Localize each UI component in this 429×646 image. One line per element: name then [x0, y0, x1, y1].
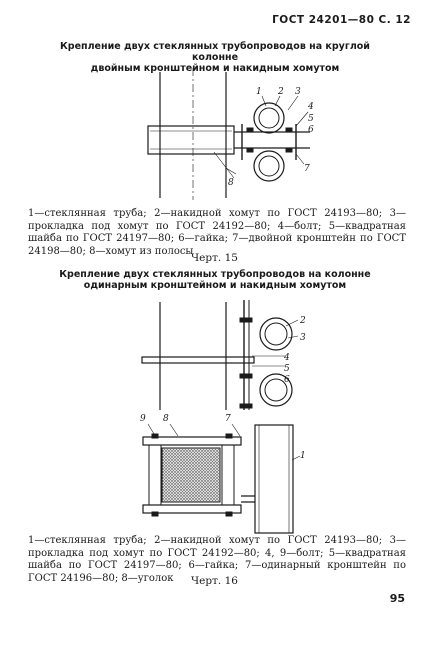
fig16-label-2: 2	[300, 316, 306, 326]
fig16-label-1: 1	[300, 451, 306, 461]
section2-title-line1: Крепление двух стеклянных трубопроводов на колонне	[59, 269, 371, 280]
section2-legend: 1—стеклянная труба; 2—накидной хомут по ГОСТ 24193—80; 3—прокладка под хомут по ГОСТ 24192—80; 4, 9—болт; 5—квадратная шайба по ГОСТ 24197—80; 6—гайка; 7—одинарный кронштейн по ГОСТ 24196—80; 8—уголок	[28, 535, 406, 584]
figure-16-bottom-drawing	[143, 424, 300, 533]
fig16-label-5: 5	[284, 364, 290, 374]
section2-title-line2: одинарным кронштейном и накидным хомутом	[83, 280, 347, 291]
fig15-label-4: 4	[308, 102, 314, 112]
section2-caption: Черт. 16	[191, 575, 238, 587]
fig16-label-3: 3	[300, 333, 306, 343]
document-header: ГОСТ 24201—80 С. 12	[272, 14, 411, 26]
fig16-label-9: 9	[140, 414, 146, 424]
fig16-label-6: 6	[284, 375, 290, 385]
section1-caption: Черт. 15	[191, 252, 238, 264]
fig15-label-3: 3	[295, 87, 301, 97]
section2-title	[40, 269, 390, 291]
figure-16-top-drawing	[142, 300, 298, 410]
fig15-label-2: 2	[278, 87, 284, 97]
fig16-label-4: 4	[284, 353, 290, 363]
page-number: 95	[389, 592, 405, 605]
section1-title-line2: двойным кронштейном и накидным хомутом	[90, 63, 340, 74]
fig15-label-7: 7	[304, 164, 310, 174]
fig16-label-7: 7	[225, 414, 231, 424]
fig15-label-5: 5	[308, 114, 314, 124]
fig15-label-6: 6	[308, 125, 314, 135]
section1-legend: 1—стеклянная труба; 2—накидной хомут по ГОСТ 24193—80; 3—прокладка под хомут по ГОСТ 24192—80; 4—болт; 5—квадратная шайба по ГОСТ 24197—80; 6—гайка; 7—двойной кронштейн по ГОСТ 24198—80; 8—хомут из полосы	[28, 208, 406, 257]
fig15-label-1: 1	[256, 87, 262, 97]
fig15-label-8: 8	[228, 178, 234, 188]
section1-title-line1: Крепление двух стеклянных трубопроводов на круглой колонне	[60, 41, 370, 63]
fig16-label-8: 8	[163, 414, 169, 424]
